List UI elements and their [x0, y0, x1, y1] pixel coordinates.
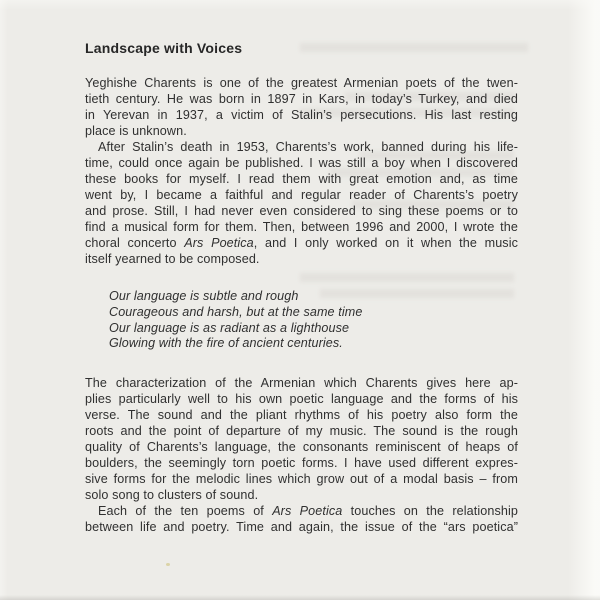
text-line: Each of the ten poems of Ars Poetica touches on the relationship: [98, 504, 518, 519]
text-line: roots and the point of departure of my music. The sound is the rough: [85, 424, 518, 439]
text-line: between life and poetry. Time and again, the issue of the “ars poetica”: [85, 520, 518, 535]
text-line: boulders, the seemingly torn poetic forms. I have used different expres-: [85, 456, 518, 471]
text-blocks: [85, 75, 518, 535]
text-line: choral concerto Ars Poetica, and I only worked on it when the music: [85, 236, 518, 250]
dust-speck: [166, 563, 170, 566]
text-line: Our language is subtle and rough: [109, 289, 299, 303]
text-line: After Stalin’s death in 1953, Charents’s work, banned during his life-: [98, 140, 518, 154]
text-line: solo song to clusters of sound.: [85, 488, 259, 503]
text-line: verse. The sound and the pliant rhythms of his poetry also form the: [85, 408, 518, 423]
page-edge-bottom: [0, 595, 600, 600]
text-line: sive forms for the melodic lines which grow out of a modal basis – from: [85, 472, 518, 487]
text-line: tieth century. He was born in 1897 in Kars, in today’s Turkey, and died: [85, 92, 518, 106]
text-line: these books for myself. I read them with great emotion and, as time: [85, 172, 518, 186]
text-line: The characterization of the Armenian which Charents gives here ap-: [85, 376, 518, 391]
text-line: plies particularly well to his own poetic language and the forms of his: [85, 392, 518, 407]
paragraph: [85, 375, 518, 503]
text-column: [85, 40, 518, 535]
text-line: Glowing with the fire of ancient centuries.: [109, 336, 343, 351]
text-line: find a musical form for them. Then, between 1996 and 2000, I wrote the: [85, 220, 518, 234]
page-title: Landscape with Voices: [85, 40, 243, 56]
page-edge-top: [0, 0, 600, 10]
paragraph: [85, 75, 518, 139]
paragraph: [85, 503, 518, 535]
text-line: went by, I became a faithful and regular reader of Charents’s poetry: [85, 188, 518, 202]
text-line: time, could once again be published. I was still a boy when I discovered: [85, 156, 518, 170]
text-line: in Yerevan in 1937, a victim of Stalin’s persecutions. His last resting: [85, 108, 518, 122]
text-line: and prose. Still, I had never even considered to sing these poems or to: [85, 204, 518, 218]
text-line: Yeghishe Charents is one of the greatest Armenian poets of the twen-: [85, 76, 518, 90]
page-edge-left: [0, 0, 8, 600]
text-line: quality of Charents’s language, the consonants reminiscent of heaps of: [85, 440, 518, 455]
text-line: Courageous and harsh, but at the same time: [109, 304, 363, 319]
page-edge-right: [568, 0, 600, 600]
paragraph: [85, 139, 518, 267]
text-line: itself yearned to be composed.: [85, 252, 260, 266]
text-line: place is unknown.: [85, 124, 187, 138]
text-line: Our language is as radiant as a lighthouse: [109, 320, 350, 335]
verse-quote: [109, 289, 518, 352]
